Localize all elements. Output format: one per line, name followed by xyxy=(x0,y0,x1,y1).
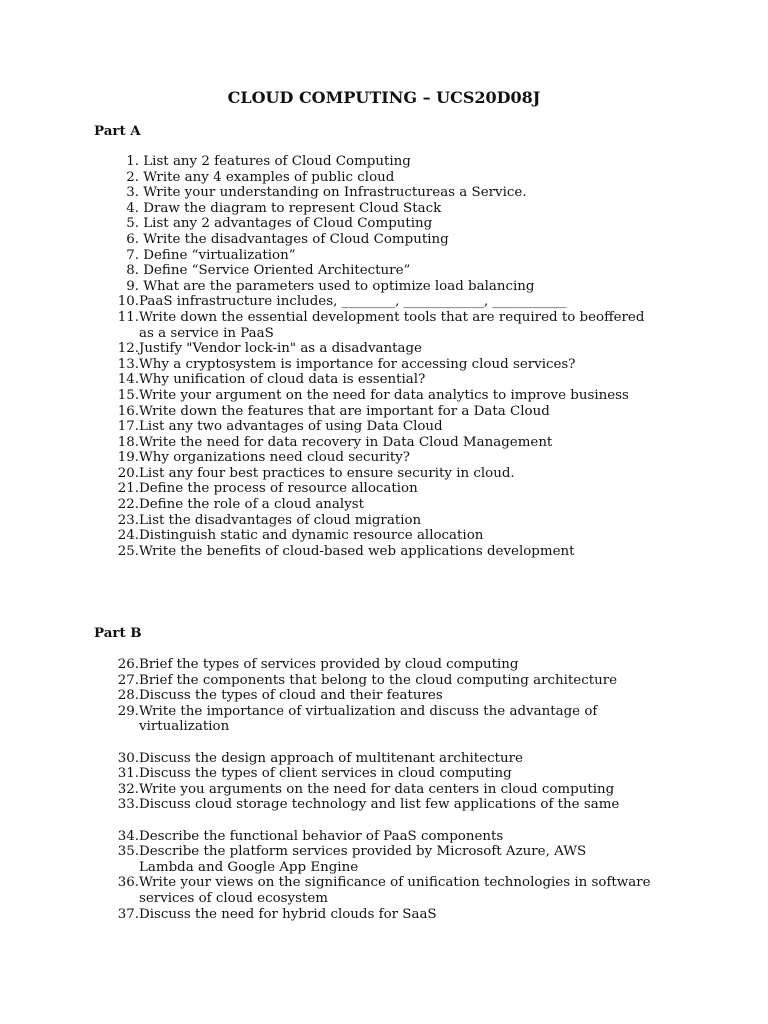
question-number: 28. xyxy=(117,688,139,704)
question-item xyxy=(112,372,672,388)
question-number: 29. xyxy=(117,703,139,719)
question-text: Distinguish static and dynamic resource allocation xyxy=(139,528,484,544)
question-number: 24. xyxy=(117,528,139,544)
question-item xyxy=(112,829,672,845)
question-text: Define “Service Oriented Architecture” xyxy=(139,263,411,279)
question-text: Draw the diagram to represent Cloud Stack xyxy=(139,200,442,216)
question-number: 12. xyxy=(117,341,139,357)
question-text: Write down the features that are important for a Data Cloud xyxy=(139,403,550,419)
question-text: Write the disadvantages of Cloud Computing xyxy=(139,231,449,247)
question-text: Discuss the types of cloud and their features xyxy=(139,688,443,704)
part-b-question-list xyxy=(112,657,672,922)
question-text: Write any 4 examples of public cloud xyxy=(139,169,395,185)
question-item xyxy=(112,751,672,767)
question-item xyxy=(112,466,672,482)
question-text: Write the need for data recovery in Data Cloud Management xyxy=(139,434,553,450)
question-number: 1. xyxy=(126,154,139,169)
question-number: 13. xyxy=(117,356,139,372)
question-number: 27. xyxy=(117,672,139,688)
question-text: Write your views on the significance of unification technologies in software services of cloud ecosystem xyxy=(139,875,651,906)
question-item xyxy=(112,844,672,875)
question-text: Why organizations need cloud security? xyxy=(139,450,410,466)
question-item xyxy=(112,419,672,435)
question-text: What are the parameters used to optimize load balancing xyxy=(139,278,535,294)
question-number: 15. xyxy=(117,387,139,403)
question-text: Why a cryptosystem is importance for accessing cloud services? xyxy=(139,356,576,372)
question-number: 6. xyxy=(126,231,139,247)
question-item xyxy=(112,481,672,497)
question-item xyxy=(112,528,672,544)
question-item xyxy=(112,404,672,420)
question-text: Write you arguments on the need for data centers in cloud computing xyxy=(139,781,615,797)
question-number: 34. xyxy=(117,828,139,844)
question-number: 26. xyxy=(117,657,139,672)
question-item xyxy=(112,875,672,906)
document-title: CLOUD COMPUTING – UCS20D08J xyxy=(227,88,541,107)
question-text: Write the benefits of cloud-based web applications development xyxy=(139,543,575,559)
question-item xyxy=(112,357,672,373)
question-text: Define the process of resource allocation xyxy=(139,481,418,497)
question-number: 21. xyxy=(117,481,139,497)
question-number: 4. xyxy=(126,200,139,216)
question-item xyxy=(112,797,672,813)
question-text: PaaS infrastructure includes, ________, ____________, ___________ xyxy=(139,294,567,310)
question-number: 23. xyxy=(117,512,139,528)
question-number: 2. xyxy=(126,169,139,185)
question-item xyxy=(112,450,672,466)
question-text: Discuss the types of client services in cloud computing xyxy=(139,766,512,782)
question-number: 10. xyxy=(117,294,139,310)
question-item xyxy=(112,673,672,689)
question-item xyxy=(112,185,672,201)
question-item xyxy=(112,388,672,404)
question-item xyxy=(112,263,672,279)
question-text: List any 2 advantages of Cloud Computing xyxy=(139,216,433,232)
question-number: 20. xyxy=(117,465,139,481)
part-a-heading: Part A xyxy=(94,123,141,139)
question-number: 25. xyxy=(117,543,139,559)
question-number: 8. xyxy=(126,263,139,279)
question-text: Write down the essential development tools that are required to beoffered as a service in PaaS xyxy=(139,309,645,341)
question-item xyxy=(112,907,672,923)
question-text: Write the importance of virtualization and discuss the advantage of virtualization xyxy=(139,703,598,735)
question-item xyxy=(112,216,672,232)
question-item xyxy=(112,688,672,704)
question-item xyxy=(112,279,672,295)
question-item xyxy=(112,435,672,451)
question-number: 22. xyxy=(117,497,139,513)
question-text: Describe the platform services provided by Microsoft Azure, AWS Lambda and Google App Engine xyxy=(139,844,587,875)
question-text: Justify "Vendor lock-in" as a disadvantage xyxy=(139,341,422,357)
question-number: 35. xyxy=(117,844,139,860)
question-text: Describe the functional behavior of PaaS components xyxy=(139,828,504,844)
question-number: 7. xyxy=(126,247,139,263)
question-text: Define “virtualization” xyxy=(139,247,296,263)
question-text: Discuss the need for hybrid clouds for SaaS xyxy=(139,906,437,922)
question-text: Brief the types of services provided by cloud computing xyxy=(139,657,519,672)
question-number: 33. xyxy=(117,797,139,813)
question-text: Discuss cloud storage technology and list few applications of the same xyxy=(139,797,620,813)
question-text: Write your argument on the need for data analytics to improve business xyxy=(139,387,629,403)
part-b-heading: Part B xyxy=(94,625,142,641)
question-number: 9. xyxy=(126,278,139,294)
question-item xyxy=(112,544,672,560)
question-item xyxy=(112,294,672,310)
question-number: 18. xyxy=(117,434,139,450)
question-number: 5. xyxy=(126,216,139,232)
question-text: Brief the components that belong to the cloud computing architecture xyxy=(139,672,618,688)
question-text: Define the role of a cloud analyst xyxy=(139,497,365,513)
question-item xyxy=(112,704,672,735)
question-item xyxy=(112,170,672,186)
question-number: 36. xyxy=(117,875,139,891)
question-text: Why unification of cloud data is essential? xyxy=(139,372,426,388)
question-number: 11. xyxy=(117,309,139,325)
question-text: Write your understanding on Infrastructureas a Service. xyxy=(139,185,527,201)
question-text: List any 2 features of Cloud Computing xyxy=(139,154,411,169)
question-text: Discuss the design approach of multitenant architecture xyxy=(139,750,523,766)
question-item xyxy=(112,657,672,673)
question-item xyxy=(112,154,672,170)
question-number: 19. xyxy=(117,450,139,466)
question-text: List the disadvantages of cloud migration xyxy=(139,512,422,528)
question-item xyxy=(112,310,672,341)
question-text: List any four best practices to ensure security in cloud. xyxy=(139,465,515,481)
question-item xyxy=(112,341,672,357)
question-item xyxy=(112,513,672,529)
question-item xyxy=(112,497,672,513)
question-item xyxy=(112,782,672,798)
question-number: 37. xyxy=(117,906,139,922)
question-item xyxy=(112,766,672,782)
question-item xyxy=(112,232,672,248)
question-text: List any two advantages of using Data Cloud xyxy=(139,419,443,435)
question-number: 32. xyxy=(117,781,139,797)
question-number: 16. xyxy=(117,403,139,419)
question-number: 14. xyxy=(117,372,139,388)
question-number: 31. xyxy=(117,766,139,782)
question-item xyxy=(112,248,672,264)
question-number: 30. xyxy=(117,750,139,766)
question-number: 3. xyxy=(126,185,139,201)
question-item xyxy=(112,201,672,217)
part-a-question-list xyxy=(112,154,672,559)
question-number: 17. xyxy=(117,419,139,435)
